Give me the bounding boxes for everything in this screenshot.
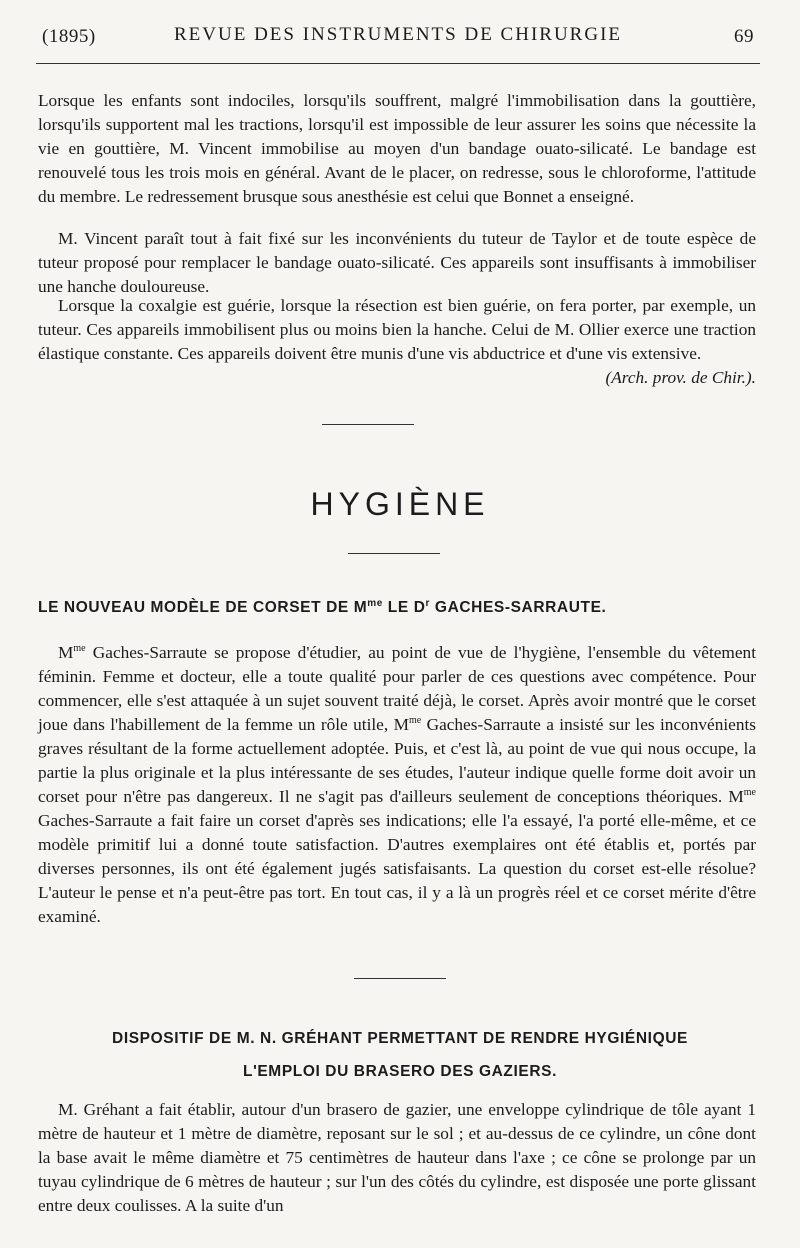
header-rule — [36, 63, 760, 64]
page-number: 69 — [734, 26, 754, 47]
mme-abbrev: M — [393, 715, 409, 734]
article-1-title-part-3: GACHES-SARRAUTE. — [430, 599, 607, 616]
article-2-title-line-2: L'EMPLOI DU BRASERO DES GAZIERS. — [243, 1063, 557, 1080]
mme-abbrev: M — [58, 643, 74, 662]
mme-sup: me — [408, 715, 422, 727]
article-1-text-1: Gaches-Sarraute se propose d'étudier, au point de vue de l'hygiène, l'ensemble du vêtement féminin. Femme et docteur, elle a toute qualité pour parler de ces questions avec compétence. Pour commencer, elle s'est attaquée à un sujet souvent traité déjà, le corset. Après avoir montré que le corset joue dans l'habillement de la femme un rôle utile, — [38, 643, 756, 734]
article-1-title-part-1: LE NOUVEAU MODÈLE DE CORSET DE M — [38, 599, 368, 616]
intro-paragraph-2: M. Vincent paraît tout à fait fixé sur les inconvénients du tuteur de Taylor et de toute espèce de tuteur proposé pour remplacer le bandage ouato-silicaté. Ces appareils sont insuffisants à immobiliser une hanche douloureuse. — [38, 229, 756, 296]
article-1-body — [38, 641, 756, 929]
article-1-title-sup-2: r — [425, 597, 431, 609]
citation: (Arch. prov. de Chir.). — [605, 368, 756, 387]
article-divider — [354, 978, 446, 979]
article-2-body: M. Gréhant a fait établir, autour d'un brasero de gazier, une enveloppe cylindrique de tôle ayant 1 mètre de hauteur et 1 mètre de diamètre, reposant sur le sol ; et au-dessus de ce cylindre, un cône dont la base avait le même diamètre et 75 centimètres de hauteur dans l'axe ; ce cône se prolonge par un tuyau cylindrique de 6 mètres de hauteur ; sur l'un des côtés du cylindre, est disposée une porte glissant entre deux coulisses. A la suite d'un — [38, 1100, 756, 1215]
mme-sup: me — [743, 787, 756, 799]
article-1-text-3: Gaches-Sarraute a fait faire un corset d'après ses indications; elle l'a essayé, l'a porté elle-même, et ce modèle primitif lui a donné toute satisfaction. D'autres exemplaires ont été établis et, portés par diverses personnes, ils ont été également jugés satisfaisants. La question du corset est-elle résolue? L'auteur le pense et n'a peut-être pas tort. En tout cas, il y a là un progrès réel et ce corset mérite d'être examiné. — [38, 811, 756, 926]
article-1-text-2: Gaches-Sarraute a insisté sur les inconvénients graves résultant de la forme actuellement adoptée. Puis, et c'est là, au point de vue qui nous occupe, la partie la plus originale et la plus intéressante de ses études, l'auteur indique quelle forme doit avoir un corset pour n'être pas dangereux. Il ne s'agit pas d'ailleurs seulement de conceptions théoriques. — [38, 715, 756, 806]
section-title-rule — [348, 553, 440, 554]
journal-title: REVUE DES INSTRUMENTS DE CHIRURGIE — [174, 24, 622, 45]
mme-abbrev: M — [728, 787, 744, 806]
mme-sup: me — [73, 643, 86, 655]
intro-paragraph-3-text: Lorsque la coxalgie est guérie, lorsque la résection est bien guérie, on fera porter, par exemple, un tuteur. Ces appareils immobilisent plus ou moins bien la hanche. Celui de M. Ollier exerce une traction élastique constante. Ces appareils doivent être munis d'une vis abductrice et d'une vis extensive. — [38, 296, 756, 363]
article-1-title — [38, 597, 762, 619]
intro-paragraph-3 — [38, 294, 756, 390]
running-header — [38, 22, 760, 52]
header-year: (1895) — [42, 26, 96, 47]
section-title: HYGIÈNE — [310, 486, 490, 522]
section-divider — [322, 424, 414, 425]
intro-paragraph-1: Lorsque les enfants sont indociles, lorsqu'ils souffrent, malgré l'immobilisation dans la gouttière, lorsqu'ils supportent mal les tractions, lorsqu'il est impossible de leur assurer les soins que nécessite la vie en gouttière, M. Vincent immobilise au moyen d'un bandage ouato-silicaté. Le bandage est renouvelé tous les trois mois en général. Avant de le placer, on redresse, sous le chloroforme, l'attitude du membre. Le redressement brusque sous anesthésie est celui que Bonnet a enseigné. — [38, 91, 756, 206]
article-1-title-sup-1: me — [367, 597, 383, 609]
article-1-title-part-2: LE D — [382, 599, 426, 616]
article-2-title-line-1: DISPOSITIF DE M. N. GRÉHANT PERMETTANT DE RENDRE HYGIÉNIQUE — [112, 1030, 688, 1047]
